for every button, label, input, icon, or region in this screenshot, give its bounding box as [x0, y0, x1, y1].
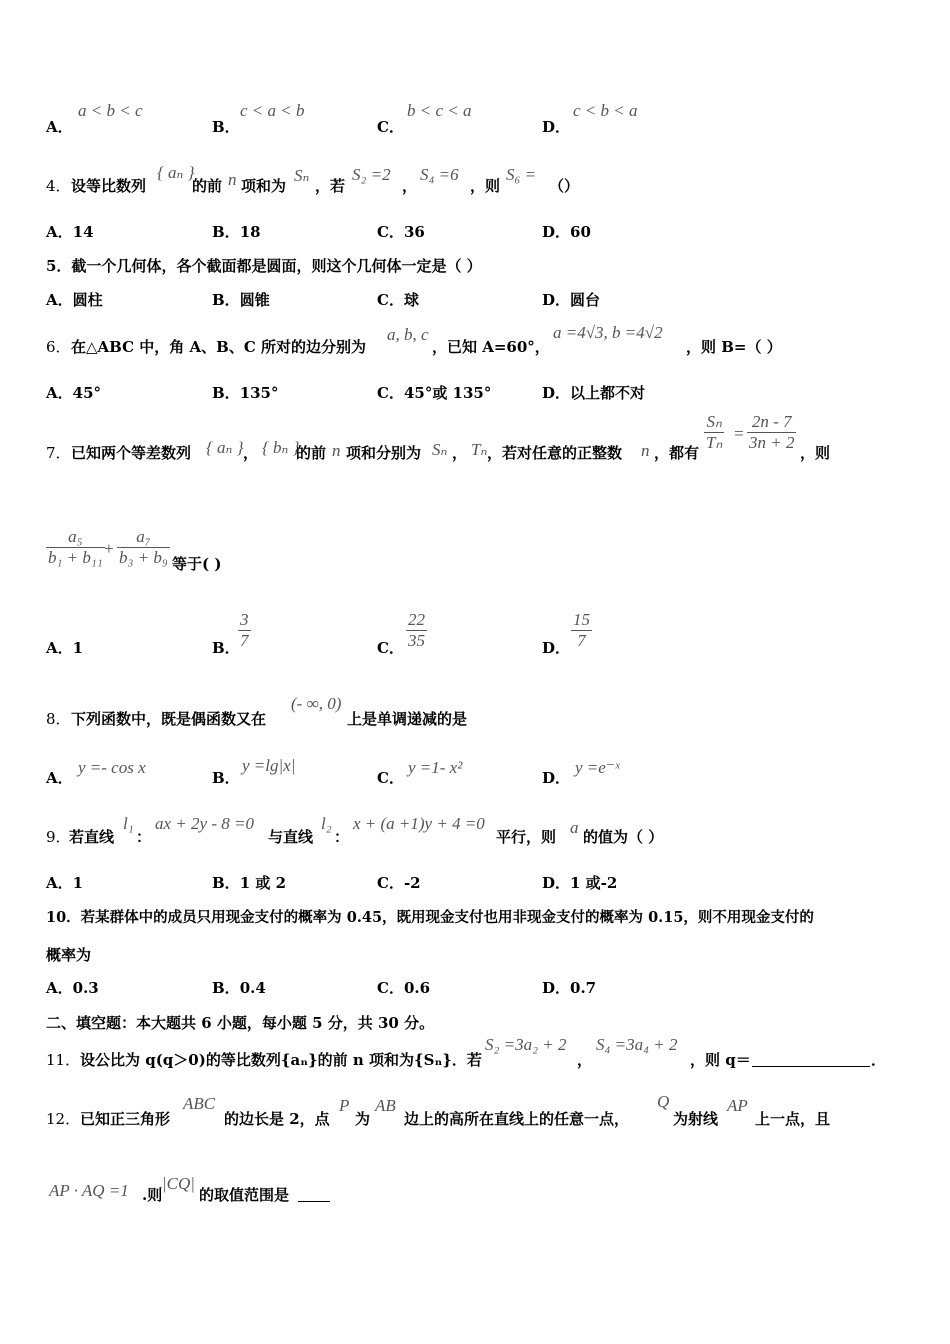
q9-option-d — [542, 872, 617, 893]
q11-text-1: 设公比为 q(q＞0)的等比数列{aₙ}的前 n 项和为{Sₙ}．若 — [80, 1051, 482, 1069]
q4-option-b-text: 18 — [239, 223, 261, 241]
q9-text-6: 的值为（ ） — [583, 828, 664, 846]
q7-expr-f1-num: a₅ — [46, 527, 105, 548]
q12-text-4: 边上的高所在直线上的任意一点， — [404, 1110, 630, 1128]
q6-option-c — [377, 382, 491, 403]
q4-text-6: ，则 — [470, 177, 501, 195]
q9-text-4: ： — [334, 828, 350, 846]
q7-math-1: { aₙ } — [206, 438, 244, 457]
q9-option-a — [46, 872, 83, 893]
q5-option-c-label: C． — [377, 291, 404, 309]
q11-math-2: S₄ =3a₄ + 2 — [596, 1035, 678, 1054]
q10-option-b — [212, 977, 266, 998]
q8-math-1: (- ∞, 0) — [291, 694, 342, 713]
q9-number: 9． — [46, 828, 71, 846]
q4-text-2: 的前 — [192, 177, 223, 195]
q9-option-d-label: D． — [542, 874, 571, 892]
q5-option-b-label: B． — [212, 291, 240, 309]
q12-answer-blank[interactable] — [298, 1184, 330, 1202]
q5-option-c — [377, 289, 419, 310]
q7-option-b-num: 3 — [240, 610, 249, 629]
q4-math-5: S₄ =6 — [420, 165, 459, 184]
q9-text-2: ： — [136, 828, 152, 846]
q7-text-1: 已知两个等差数列 — [71, 444, 192, 462]
q12-number: 12． — [46, 1110, 81, 1128]
q7-text-5: ， — [452, 444, 468, 462]
q3-option-d-math: c < b < a — [573, 101, 638, 120]
q10-option-a-text: 0.3 — [72, 979, 99, 997]
q7-option-d-num: 15 — [573, 610, 590, 629]
q7-ratio-rhs-num: 2n - 7 — [747, 412, 796, 433]
q11-text-4: ． — [871, 1051, 887, 1069]
q4-text-1: 设等比数列 — [71, 177, 147, 195]
q12-text-8: 的取值范围是 — [199, 1186, 290, 1204]
q4-option-c — [377, 221, 425, 242]
q7-number: 7． — [46, 444, 71, 462]
section-2-heading: 二、填空题：本大题共 6 小题，每小题 5 分，共 30 分。 — [46, 1014, 435, 1032]
q8-option-c-math: y =1- x² — [408, 758, 463, 777]
q7-text-3: 的前 — [296, 444, 327, 462]
q10-option-b-label: B． — [212, 979, 240, 997]
q6-number: 6． — [46, 338, 71, 356]
q5-option-a-text: 圆柱 — [72, 291, 103, 309]
q4-option-a-label: A． — [46, 223, 73, 241]
q4-text-7: （） — [549, 177, 580, 195]
q11-number: 11． — [46, 1051, 81, 1069]
q9-option-a-text: 1 — [72, 874, 84, 892]
q9-text-3: 与直线 — [268, 828, 314, 846]
q4-option-c-label: C． — [377, 223, 404, 241]
q8-text-1: 下列函数中，既是偶函数又在 — [71, 710, 267, 728]
q3-option-b-math: c < a < b — [240, 101, 305, 120]
q5-option-c-text: 球 — [403, 291, 419, 309]
q8-option-c-label: C． — [377, 769, 404, 787]
q10-option-b-text: 0.4 — [239, 979, 266, 997]
q7-option-d-fraction — [571, 610, 592, 651]
q7-math-3: n — [332, 441, 341, 460]
q12-text-6: 上一点，且 — [755, 1110, 831, 1128]
q9-math-4: x + (a +1)y + 4 =0 — [353, 814, 485, 833]
q6-text-3: ，则 B=（ ） — [686, 338, 782, 356]
q3-option-c-label: C． — [377, 118, 404, 136]
q8-number: 8． — [46, 710, 71, 728]
q10-option-c — [377, 977, 430, 998]
q4-option-d-label: D． — [542, 223, 571, 241]
q10-option-d-text: 0.7 — [570, 979, 597, 997]
q8-option-b-label: B． — [212, 769, 240, 787]
q9-math-3: l₂ — [321, 814, 332, 833]
q7-option-c-den: 35 — [408, 631, 425, 650]
q12-math-6: AP · AQ =1 — [49, 1181, 129, 1200]
q12-text-1: 已知正三角形 — [80, 1110, 171, 1128]
q4-option-a-text: 14 — [72, 223, 94, 241]
q9-option-c — [377, 872, 421, 893]
q7-text-7: ，都有 — [654, 444, 700, 462]
q7-option-c-fraction — [406, 610, 427, 651]
q11-text-3: ，则 q＝ — [690, 1051, 751, 1069]
q7-text-4: 项和分别为 — [346, 444, 422, 462]
q6-option-a-label: A． — [46, 384, 73, 402]
q7-expr-f2-den: b₃ + b₉ — [119, 548, 168, 567]
q7-expr-fraction-1 — [46, 527, 105, 568]
q10-option-c-label: C． — [377, 979, 404, 997]
q12-text-2: 的边长是 2，点 — [224, 1110, 330, 1128]
q7-text-8: ，则 — [800, 444, 831, 462]
q9-option-c-text: -2 — [403, 874, 421, 892]
q6-math-1: a, b, c — [387, 325, 429, 344]
q9-option-c-label: C． — [377, 874, 404, 892]
q5-option-d-label: D． — [542, 291, 571, 309]
q8-option-a-label: A． — [46, 769, 73, 787]
q8-option-d-label: D． — [542, 769, 571, 787]
q5-option-b — [212, 289, 270, 310]
q7-option-c-num: 22 — [408, 610, 425, 629]
q7-option-a-label: A． — [46, 639, 73, 657]
q7-ratio-lhs-den: Tₙ — [706, 433, 723, 452]
q9-text-1: 若直线 — [69, 828, 115, 846]
q12-math-4: Q — [657, 1092, 670, 1111]
q11-math-1: S₂ =3a₂ + 2 — [485, 1035, 567, 1054]
q6-text-1: 在△ABC 中，角 A、B、C 所对的边分别为 — [71, 338, 366, 356]
q7-option-c-label: C． — [377, 639, 404, 657]
q12-math-2: P — [339, 1096, 350, 1115]
q6-option-c-label: C． — [377, 384, 404, 402]
q8-option-a-math: y =- cos x — [78, 758, 146, 777]
q7-math-2: { bₙ } — [262, 438, 300, 457]
q9-math-2: ax + 2y - 8 =0 — [155, 814, 254, 833]
q4-math-1: { aₙ } — [157, 163, 195, 182]
q9-option-b-text: 1 或 2 — [239, 874, 287, 892]
q10-option-c-text: 0.6 — [403, 979, 431, 997]
q4-text-5: ， — [402, 177, 418, 195]
q12-math-1: ABC — [183, 1094, 216, 1113]
q5-option-d — [542, 289, 600, 310]
q7-text-9: 等于( ) — [172, 555, 222, 573]
q3-option-a-math: a < b < c — [78, 101, 143, 120]
q12-text-5: 为射线 — [673, 1110, 719, 1128]
q4-text-4: ，若 — [315, 177, 346, 195]
q5-option-d-text: 圆台 — [570, 291, 601, 309]
q9-option-d-text: 1 或-2 — [570, 874, 618, 892]
q7-math-4: Sₙ — [432, 440, 448, 459]
q5-option-a-label: A． — [46, 291, 73, 309]
q7-option-b-den: 7 — [240, 631, 249, 650]
q6-option-d-text: 以上都不对 — [570, 384, 646, 402]
q6-option-d-label: D． — [542, 384, 571, 402]
q10-option-d-label: D． — [542, 979, 571, 997]
q6-option-b — [212, 382, 279, 403]
q6-option-b-text: 135° — [239, 384, 279, 402]
q7-math-5: Tₙ — [471, 440, 488, 459]
q10-option-a-label: A． — [46, 979, 73, 997]
q4-text-3: 项和为 — [241, 177, 287, 195]
q6-option-d — [542, 382, 645, 403]
q4-math-4: S₂ =2 — [352, 165, 391, 184]
q5-stem: 5．截一个几何体，各个截面都是圆面，则这个几何体一定是（ ） — [46, 257, 482, 275]
q9-text-5: 平行，则 — [496, 828, 557, 846]
q6-option-a — [46, 382, 101, 403]
q8-text-2: 上是单调递减的是 — [347, 710, 468, 728]
q3-option-b-label: B． — [212, 118, 240, 136]
q12-text-3: 为 — [355, 1110, 371, 1128]
q3-option-c-math: b < c < a — [407, 101, 472, 120]
q9-option-b — [212, 872, 286, 893]
q4-option-d-text: 60 — [570, 223, 591, 241]
q4-option-b — [212, 221, 261, 242]
q7-option-a-text: 1 — [72, 639, 84, 657]
q5-option-b-text: 圆锥 — [239, 291, 270, 309]
q4-math-2: n — [228, 170, 237, 189]
q7-text-2: ， — [243, 444, 259, 462]
q7-expr-plus: + — [103, 539, 115, 558]
q4-option-d — [542, 221, 591, 242]
q6-option-b-label: B． — [212, 384, 240, 402]
q7-expr-fraction-2 — [117, 527, 170, 568]
q6-text-2: ，已知 A=60°， — [432, 338, 550, 356]
q7-expr-f1-den: b₁ + b₁₁ — [48, 548, 103, 567]
q4-math-6: S₆ = — [506, 165, 537, 184]
q12-math-5: AP — [727, 1096, 748, 1115]
q7-ratio-rhs-den: 3n + 2 — [749, 433, 795, 452]
q8-option-d-math: y =e⁻ˣ — [575, 758, 620, 777]
q4-option-a — [46, 221, 94, 242]
q11-text-2: ， — [577, 1051, 593, 1069]
q10-option-a — [46, 977, 99, 998]
q7-ratio-rhs — [747, 412, 796, 453]
q7-text-6: ，若对任意的正整数 — [487, 444, 623, 462]
q5-option-a — [46, 289, 103, 310]
q7-ratio-lhs-num: Sₙ — [704, 412, 724, 433]
q4-number: 4． — [46, 177, 71, 195]
q3-option-a-label: A． — [46, 118, 73, 136]
q6-option-c-text: 45°或 135° — [403, 384, 492, 402]
q12-math-3: AB — [375, 1096, 396, 1115]
q11-answer-blank[interactable] — [752, 1049, 870, 1067]
q3-option-d-label: D． — [542, 118, 571, 136]
q4-option-b-label: B． — [212, 223, 240, 241]
q7-option-d-den: 7 — [577, 631, 586, 650]
q7-equals: = — [733, 424, 745, 443]
q4-math-3: Sₙ — [294, 166, 310, 185]
q7-expr-f2-num: a₇ — [117, 527, 170, 548]
q12-text-7: .则 — [142, 1186, 163, 1204]
q8-option-b-math: y =lg|x| — [242, 756, 296, 775]
q9-math-5: a — [570, 818, 579, 837]
q6-math-2: a =4√3, b =4√2 — [553, 323, 663, 342]
q7-option-d-label: D． — [542, 639, 571, 657]
q7-option-b-label: B． — [212, 639, 240, 657]
q10-option-d — [542, 977, 596, 998]
q12-math-7: |CQ| — [162, 1174, 195, 1193]
q10-line-1: 10．若某群体中的成员只用现金支付的概率为 0.45，既用现金支付也用非现金支付的概率为 0.15，则不用现金支付的 — [46, 909, 814, 926]
q7-option-b-fraction — [238, 610, 251, 651]
q6-option-a-text: 45° — [72, 384, 102, 402]
q10-line-2: 概率为 — [46, 946, 92, 964]
q7-ratio-lhs — [704, 412, 724, 453]
q7-option-a — [46, 637, 83, 658]
q7-math-6: n — [641, 441, 650, 460]
q9-math-1: l₁ — [123, 814, 134, 833]
q9-option-a-label: A． — [46, 874, 73, 892]
q4-option-c-text: 36 — [403, 223, 425, 241]
q9-option-b-label: B． — [212, 874, 240, 892]
